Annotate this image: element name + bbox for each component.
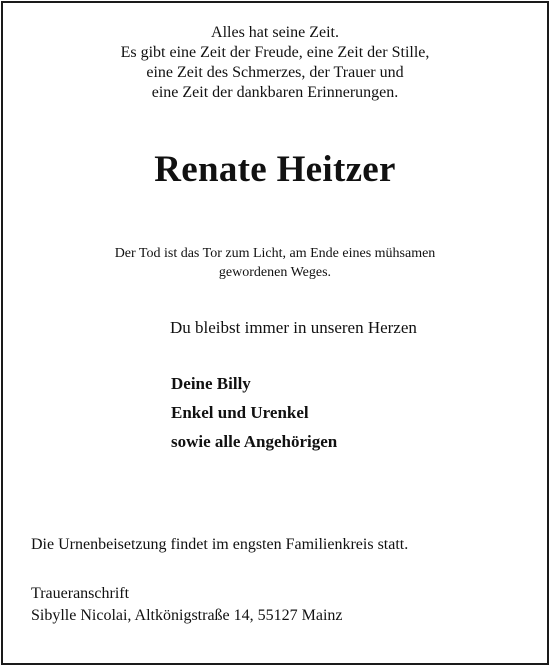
- poem-line: eine Zeit der dankbaren Erinnerungen.: [151, 84, 399, 101]
- burial-note: Die Urnenbeisetzung findet im engsten Familienkreis statt.: [31, 536, 409, 553]
- address-label: Traueranschrift: [31, 585, 130, 602]
- farewell-line: Du bleibst immer in unseren Herzen: [170, 318, 417, 337]
- poem-line: Es gibt eine Zeit der Freude, eine Zeit der Stille,: [120, 44, 430, 61]
- quote-line: gewordenen Weges.: [218, 265, 332, 280]
- poem-line: Alles hat seine Zeit.: [211, 24, 339, 41]
- poem-line: eine Zeit des Schmerzes, der Trauer und: [146, 64, 404, 81]
- mourning-address: [31, 583, 343, 627]
- mourners-list: [171, 369, 337, 456]
- mourner-line: sowie alle Angehörigen: [171, 432, 338, 451]
- mourner-line: Deine Billy: [171, 374, 251, 393]
- obituary-notice: [1, 1, 549, 665]
- memorial-quote: [3, 244, 547, 282]
- quote-line: Der Tod ist das Tor zum Licht, am Ende eines mühsamen: [114, 246, 436, 261]
- address-text: Sibylle Nicolai, Altkönigstraße 14, 55127 Mainz: [31, 607, 343, 624]
- mourner-line: Enkel und Urenkel: [171, 403, 309, 422]
- deceased-name: Renate Heitzer: [154, 149, 396, 190]
- opening-poem: [3, 23, 547, 103]
